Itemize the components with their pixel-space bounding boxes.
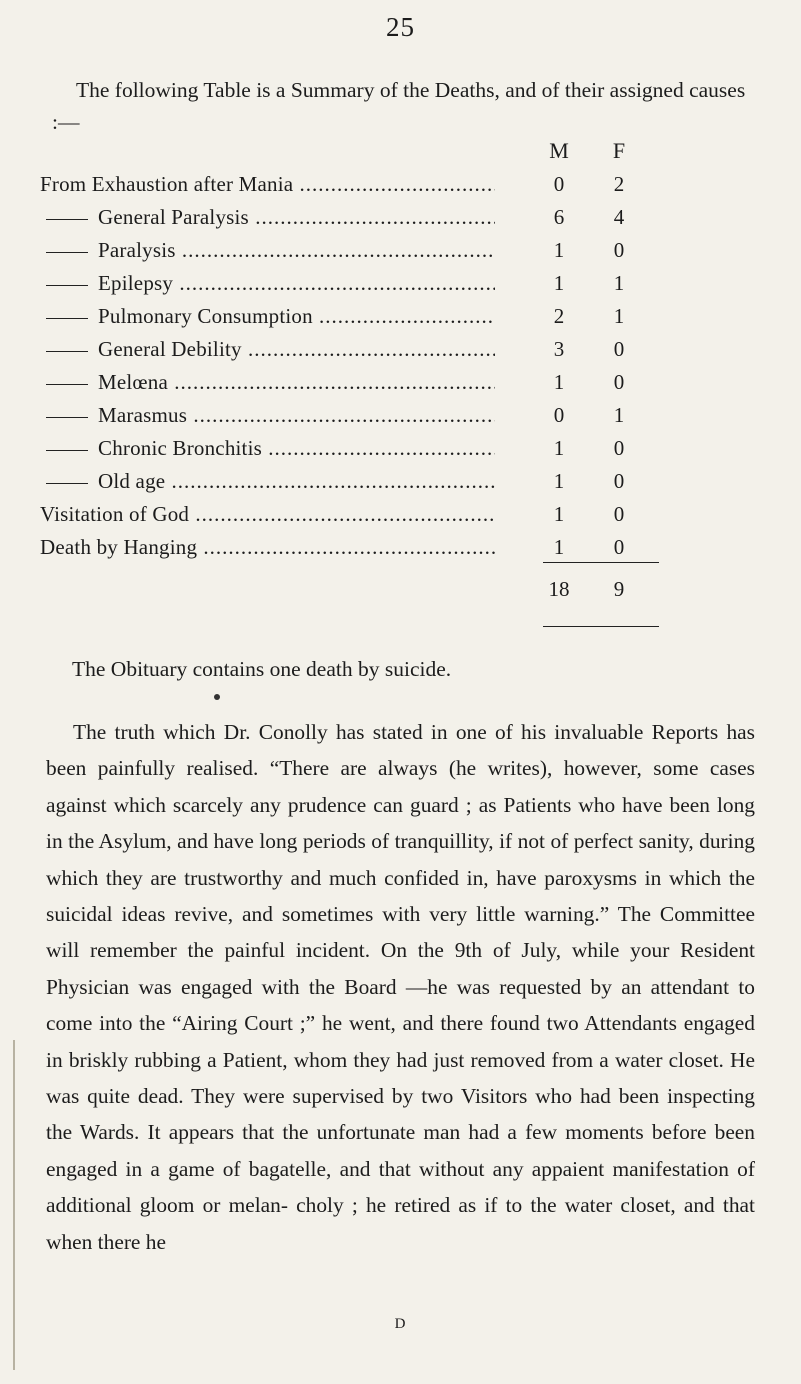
ditto-dash [46, 450, 88, 451]
intro-paragraph: The following Table is a Summary of the Deaths, and of their assigned causes :— [52, 78, 746, 134]
body-paragraph: The truth which Dr. Conolly has stated in one of his invaluable Reports has been painfully realised. “There are always (he writes), however, some cases against which scarcely any prudence can guard ; as Patients who have been long in the Asylum, and have long periods of tranquillity, if not of perfect sanity, during which they are trustworthy and much confided in, have paroxysms in which the suicidal ideas revive, and sometimes with very little warning.” The Committee will remember the painful incident. On the 9th of July, while your Resident Physician was engaged with the Board —he was requested by an attendant to come into the “Airing Court ;” he went, and there found two Attendants engaged in briskly rubbing a Patient, whom they had just removed from a water closet. He was quite dead. They were supervised by two Visitors who had been inspecting the Wards. It appears that the unfortunate man had a few moments before been engaged in a game of bagatelle, and that without any appaient manifestation of additional gloom or melan- choly ; he retired as if to the water closet, and that when there he [46, 720, 755, 1254]
male-count: 3 [553, 337, 565, 361]
total-male: 18 [548, 577, 570, 601]
table-totals [40, 577, 680, 607]
ditto-dash [46, 219, 88, 220]
column-header-male: M [549, 138, 569, 163]
signature-mark: D [394, 1316, 407, 1332]
table-row [40, 535, 680, 568]
cause-label [40, 436, 495, 461]
table-row [40, 403, 680, 436]
cause-label [40, 469, 495, 494]
male-count: 1 [553, 502, 565, 526]
male-count: 0 [553, 172, 565, 196]
cause-label [40, 172, 495, 197]
cause-text: Old age [98, 469, 166, 493]
male-count: 1 [553, 436, 565, 460]
table-row [40, 238, 680, 271]
female-count: 1 [613, 304, 625, 328]
leader-dots [173, 271, 495, 295]
table-row [40, 370, 680, 403]
female-count: 0 [613, 238, 625, 262]
cause-label [40, 370, 495, 395]
table-row [40, 469, 680, 502]
table-row [40, 436, 680, 469]
female-count: 1 [613, 403, 625, 427]
cause-text: General Debility [98, 337, 242, 361]
male-count: 2 [553, 304, 565, 328]
cause-text: Visitation of God [40, 502, 190, 526]
column-header-female: F [612, 138, 626, 163]
cause-text: General Paralysis [98, 205, 249, 229]
cause-text: Melœna [98, 370, 169, 394]
cause-label [40, 271, 495, 296]
table-row [40, 271, 680, 304]
female-count: 2 [613, 172, 625, 196]
cause-text: Epilepsy [98, 271, 174, 295]
leader-dots [313, 304, 495, 328]
male-count: 1 [553, 469, 565, 493]
total-rule-upper [543, 562, 659, 563]
leader-dots [197, 535, 495, 559]
table-row [40, 337, 680, 370]
female-count: 0 [613, 370, 625, 394]
cause-text: Chronic Bronchitis [98, 436, 263, 460]
cause-label [40, 337, 495, 362]
cause-text: Death by Hanging [40, 535, 198, 559]
male-count: 0 [553, 403, 565, 427]
table-row [40, 205, 680, 238]
male-count: 1 [553, 370, 565, 394]
male-count: 6 [553, 205, 565, 229]
deaths-summary-table [40, 138, 680, 568]
cause-label [40, 205, 495, 230]
table-body [40, 172, 680, 568]
cause-label [40, 535, 495, 560]
female-count: 4 [613, 205, 625, 229]
total-female: 9 [613, 577, 625, 601]
table-row [40, 502, 680, 535]
ink-dot [214, 694, 220, 700]
leader-dots [168, 370, 495, 394]
cause-text: Pulmonary Consumption [98, 304, 313, 328]
ditto-dash [46, 351, 88, 352]
binding-edge-mark [13, 1040, 15, 1370]
female-count: 0 [613, 502, 625, 526]
ditto-dash [46, 285, 88, 286]
leader-dots [187, 403, 495, 427]
ditto-dash [46, 384, 88, 385]
female-count: 1 [613, 271, 625, 295]
ditto-dash [46, 483, 88, 484]
cause-text: Marasmus [98, 403, 188, 427]
cause-text: Paralysis [98, 238, 176, 262]
male-count: 1 [553, 271, 565, 295]
obituary-line: The Obituary contains one death by suicide. [72, 657, 452, 681]
leader-dots [262, 436, 495, 460]
cause-label [40, 403, 495, 428]
leader-dots [249, 205, 495, 229]
female-count: 0 [613, 535, 625, 559]
male-count: 1 [553, 238, 565, 262]
page-number: 25 [386, 12, 415, 42]
ditto-dash [46, 252, 88, 253]
male-count: 1 [553, 535, 565, 559]
table-header [40, 138, 680, 172]
female-count: 0 [613, 436, 625, 460]
ditto-dash [46, 318, 88, 319]
female-count: 0 [613, 337, 625, 361]
leader-dots [176, 238, 495, 262]
table-row [40, 304, 680, 337]
female-count: 0 [613, 469, 625, 493]
cause-label [40, 238, 495, 263]
leader-dots [189, 502, 495, 526]
cause-text: From Exhaustion after Mania [40, 172, 294, 196]
ditto-dash [46, 417, 88, 418]
table-row [40, 172, 680, 205]
leader-dots [242, 337, 495, 361]
cause-label [40, 304, 495, 329]
cause-label [40, 502, 495, 527]
leader-dots [293, 172, 495, 196]
leader-dots [165, 469, 495, 493]
total-rule-lower [543, 626, 659, 627]
